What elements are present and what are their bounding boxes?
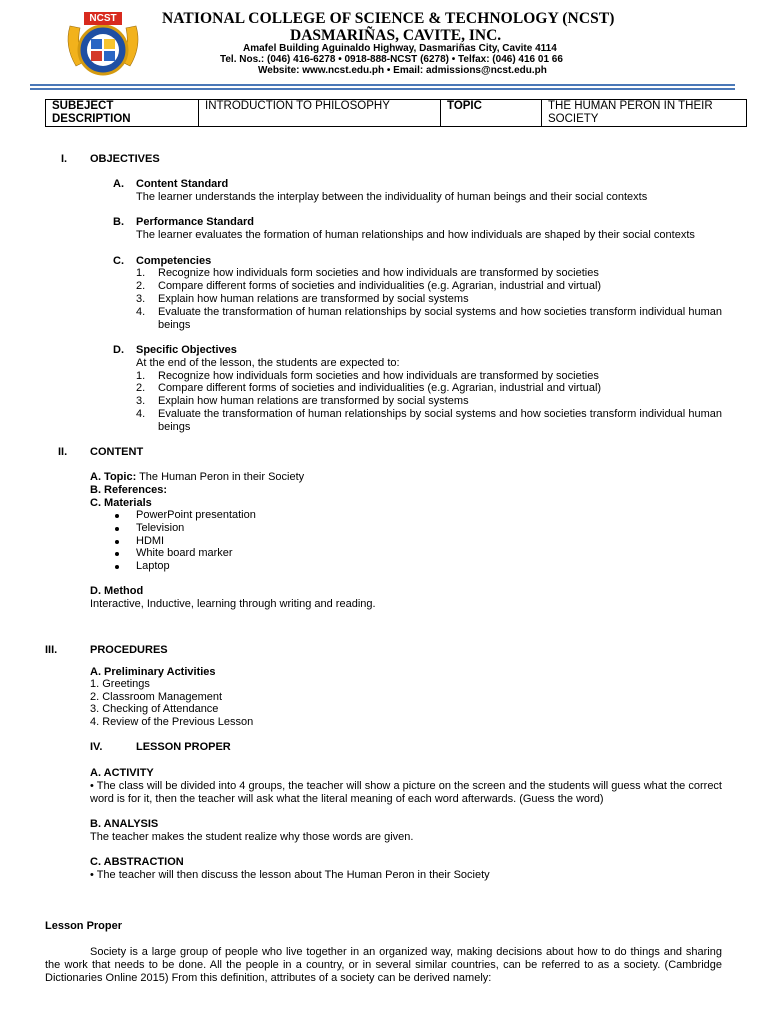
specific-objectives-title: Specific Objectives — [136, 344, 237, 356]
college-name: NATIONAL COLLEGE OF SCIENCE & TECHNOLOGY (NCST) — [162, 10, 615, 27]
section-heading-content: CONTENT — [90, 446, 144, 458]
college-website: Website: www.ncst.edu.ph • Email: admissions@ncst.edu.ph — [258, 65, 547, 76]
subject-value: INTRODUCTION TO PHILOSOPHY — [199, 100, 441, 127]
topic-value: The Human Peron in their Society — [136, 471, 305, 483]
topic-line — [90, 471, 304, 484]
activity-label: A. ACTIVITY — [90, 767, 154, 779]
list-number: 2. — [136, 382, 146, 394]
bullet-icon — [115, 527, 119, 531]
table-row — [46, 100, 747, 127]
school-logo — [62, 12, 144, 84]
list-item: Recognize how individuals form societies and how individuals are transformed by societies — [158, 267, 599, 279]
list-item: 4. Review of the Previous Lesson — [90, 716, 254, 728]
list-number: 3. — [136, 395, 146, 407]
lesson-proper-paragraph: Society is a large group of people who live together in an organized way, making decisions about how to do things and sharing the work that needs to be done. All the people in a country, or in several similar countries, can be referred to as a society. (Cambridge Dictionaries Online 2015) From this definition, attributes of a society can be derived namely: — [45, 946, 722, 984]
list-item: Compare different forms of societies and individualities (e.g. Agrarian, industrial and virtual) — [158, 382, 602, 394]
list-number: 1. — [136, 370, 146, 382]
list-number: 2. — [136, 280, 146, 292]
materials-label: C. Materials — [90, 497, 152, 509]
content-standard-text: The learner understands the interplay between the individuality of human beings and their social contexts — [136, 191, 648, 203]
list-item: HDMI — [136, 535, 165, 547]
item-letter: D. — [113, 344, 124, 356]
item-letter: A. — [113, 178, 124, 190]
list-item: Compare different forms of societies and individualities (e.g. Agrarian, industrial and virtual) — [158, 280, 602, 292]
list-item: Evaluate the transformation of human relationships by social systems and how societies transform individual human beings — [158, 306, 722, 331]
list-item: 3. Checking of Attendance — [90, 703, 219, 715]
list-item: Explain how human relations are transformed by social systems — [158, 395, 469, 407]
section-heading-objectives: OBJECTIVES — [90, 153, 160, 165]
list-number: 4. — [136, 306, 146, 318]
section-numeral: IV. — [90, 741, 103, 753]
list-number: 1. — [136, 267, 146, 279]
logo-text: NCST — [89, 13, 117, 24]
abstraction-label: C. ABSTRACTION — [90, 856, 184, 868]
topic-label: TOPIC — [441, 100, 542, 127]
college-address: Amafel Building Aguinaldo Highway, Dasmariñas City, Cavite 4114 — [243, 43, 557, 54]
item-letter: B. — [113, 216, 124, 228]
lesson-proper-heading: Lesson Proper — [45, 920, 123, 932]
list-number: 3. — [136, 293, 146, 305]
bullet-icon — [115, 565, 119, 569]
bullet-icon — [115, 514, 119, 518]
item-letter: C. — [113, 255, 124, 267]
list-item: 2. Classroom Management — [90, 691, 223, 703]
competencies-title: Competencies — [136, 255, 212, 267]
topic-label: A. Topic: — [90, 471, 137, 483]
bullet-icon — [115, 540, 119, 544]
activity-text: • The class will be divided into 4 groups, the teacher will show a picture on the screen and the students will guess what the correct word is for it, then the teacher will ask what the literal meaning of each word afterwards. (Guess the word) — [90, 780, 722, 805]
performance-standard-text: The learner evaluates the formation of human relationships and how individuals are shaped by their social contexts — [136, 229, 695, 241]
college-location: DASMARIÑAS, CAVITE, INC. — [290, 27, 502, 44]
preliminary-label: A. Preliminary Activities — [90, 666, 216, 678]
specific-objectives-intro: At the end of the lesson, the students are expected to: — [136, 357, 400, 369]
bullet-icon — [115, 552, 119, 556]
analysis-label: B. ANALYSIS — [90, 818, 159, 830]
list-item: Television — [136, 522, 185, 534]
method-label: D. Method — [90, 585, 144, 597]
section-numeral: III. — [45, 644, 58, 656]
references-label: B. References: — [90, 484, 168, 496]
subject-label: SUBEJECT DESCRIPTION — [46, 100, 199, 127]
analysis-text: The teacher makes the student realize why those words are given. — [90, 831, 414, 843]
section-heading-lesson-proper: LESSON PROPER — [136, 741, 231, 753]
section-numeral: I. — [61, 153, 68, 165]
list-item: Evaluate the transformation of human relationships by social systems and how societies transform individual human beings — [158, 408, 722, 433]
performance-standard-title: Performance Standard — [136, 216, 254, 228]
college-phone: Tel. Nos.: (046) 416-6278 • 0918-888-NCST (6278) • Telfax: (046) 416 01 66 — [220, 54, 563, 65]
list-item: Recognize how individuals form societies and how individuals are transformed by societies — [158, 370, 599, 382]
topic-value: THE HUMAN PERON IN THEIR SOCIETY — [542, 100, 747, 127]
subject-info-table — [45, 99, 747, 127]
content-standard-title: Content Standard — [136, 178, 229, 190]
method-text: Interactive, Inductive, learning through writing and reading. — [90, 598, 376, 610]
list-item: White board marker — [136, 547, 233, 559]
list-item: Laptop — [136, 560, 170, 572]
abstraction-text: • The teacher will then discuss the lesson about The Human Peron in their Society — [90, 869, 490, 881]
list-item: PowerPoint presentation — [136, 509, 256, 521]
section-heading-procedures: PROCEDURES — [90, 644, 168, 656]
section-numeral: II. — [58, 446, 68, 458]
list-item: Explain how human relations are transformed by social systems — [158, 293, 469, 305]
header-rule-bottom — [30, 88, 735, 90]
header-rule-top — [30, 84, 735, 86]
list-number: 4. — [136, 408, 146, 420]
list-item: 1. Greetings — [90, 678, 150, 690]
